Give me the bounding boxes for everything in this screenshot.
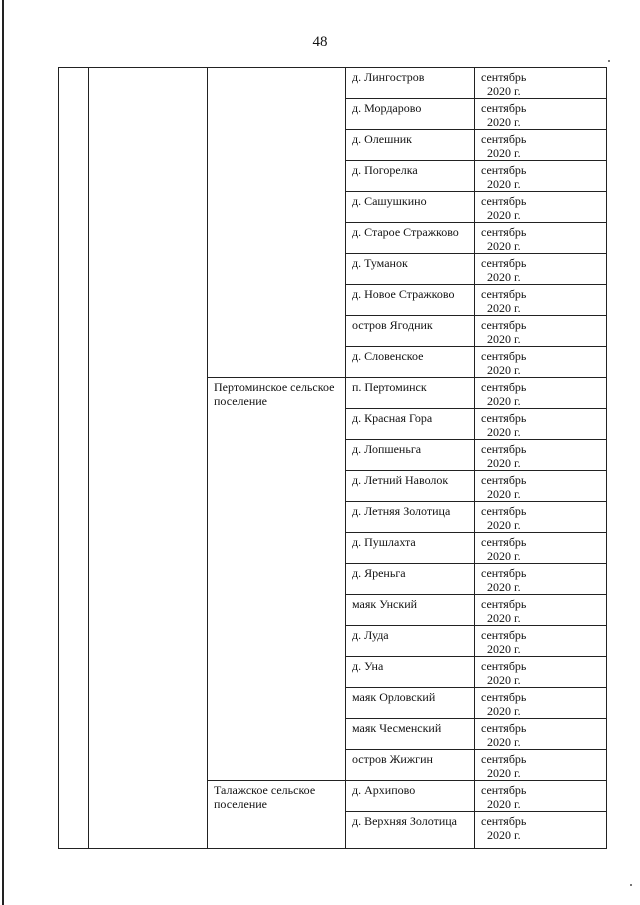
date-cell (475, 502, 607, 533)
settlement-name: д. Верхняя Золотица (346, 812, 475, 849)
date-year: 2020 г. (487, 704, 521, 718)
date-month: сентябрь (481, 256, 527, 270)
date-cell (475, 223, 607, 254)
municipality-column-cell (89, 68, 208, 849)
date-month: сентябрь (481, 628, 527, 642)
date-month: сентябрь (481, 225, 527, 239)
date-month: сентябрь (481, 659, 527, 673)
district-cell (208, 68, 346, 378)
date-month: сентябрь (481, 783, 527, 797)
date-year: 2020 г. (487, 394, 521, 408)
date-year: 2020 г. (487, 487, 521, 501)
date-year: 2020 г. (487, 146, 521, 160)
settlement-name: д. Летний Наволок (346, 471, 475, 502)
date-year: 2020 г. (487, 611, 521, 625)
settlements-table (58, 67, 607, 849)
date-cell (475, 440, 607, 471)
date-cell (475, 285, 607, 316)
date-cell (475, 719, 607, 750)
date-month: сентябрь (481, 814, 527, 828)
settlement-name: д. Яреньга (346, 564, 475, 595)
date-cell (475, 161, 607, 192)
date-month: сентябрь (481, 163, 527, 177)
date-cell (475, 595, 607, 626)
date-month: сентябрь (481, 70, 527, 84)
settlement-name: остров Ягодник (346, 316, 475, 347)
settlement-name: д. Новое Стражково (346, 285, 475, 316)
date-month: сентябрь (481, 287, 527, 301)
date-cell (475, 254, 607, 285)
date-year: 2020 г. (487, 580, 521, 594)
date-year: 2020 г. (487, 363, 521, 377)
date-month: сентябрь (481, 752, 527, 766)
date-cell (475, 626, 607, 657)
settlement-name: д. Старое Стражково (346, 223, 475, 254)
date-cell (475, 378, 607, 409)
date-month: сентябрь (481, 504, 527, 518)
date-cell (475, 657, 607, 688)
date-year: 2020 г. (487, 673, 521, 687)
settlement-name: д. Погорелка (346, 161, 475, 192)
settlement-name: д. Летняя Золотица (346, 502, 475, 533)
date-cell (475, 533, 607, 564)
date-month: сентябрь (481, 318, 527, 332)
date-year: 2020 г. (487, 115, 521, 129)
settlement-name: д. Уна (346, 657, 475, 688)
date-cell (475, 409, 607, 440)
page-left-edge (2, 0, 4, 905)
settlement-name: п. Пертоминск (346, 378, 475, 409)
settlement-name: д. Лингостров (346, 68, 475, 99)
settlement-name: д. Луда (346, 626, 475, 657)
date-year: 2020 г. (487, 84, 521, 98)
page-number: 48 (312, 34, 328, 50)
date-month: сентябрь (481, 566, 527, 580)
scan-dot (630, 884, 632, 886)
table-row (59, 68, 607, 99)
date-month: сентябрь (481, 473, 527, 487)
date-cell (475, 471, 607, 502)
date-year: 2020 г. (487, 208, 521, 222)
date-month: сентябрь (481, 349, 527, 363)
settlement-name: д. Красная Гора (346, 409, 475, 440)
date-cell (475, 192, 607, 223)
scan-dot (608, 60, 610, 62)
date-year: 2020 г. (487, 518, 521, 532)
date-year: 2020 г. (487, 301, 521, 315)
settlement-name: д. Туманок (346, 254, 475, 285)
date-month: сентябрь (481, 101, 527, 115)
settlement-name: д. Лопшеньга (346, 440, 475, 471)
district-cell: Талажское сельское поселение (208, 781, 346, 849)
settlement-name: д. Пушлахта (346, 533, 475, 564)
date-year: 2020 г. (487, 549, 521, 563)
date-year: 2020 г. (487, 177, 521, 191)
date-year: 2020 г. (487, 425, 521, 439)
date-month: сентябрь (481, 132, 527, 146)
settlement-name: маяк Чесменский (346, 719, 475, 750)
settlement-name: д. Сашушкино (346, 192, 475, 223)
date-year: 2020 г. (487, 735, 521, 749)
district-cell: Пертоминское сельское поселение (208, 378, 346, 781)
date-cell (475, 688, 607, 719)
date-year: 2020 г. (487, 456, 521, 470)
date-cell (475, 130, 607, 161)
settlement-name: маяк Орловский (346, 688, 475, 719)
date-cell (475, 812, 607, 849)
date-month: сентябрь (481, 380, 527, 394)
settlement-name: д. Олешник (346, 130, 475, 161)
date-cell (475, 564, 607, 595)
date-year: 2020 г. (487, 766, 521, 780)
date-year: 2020 г. (487, 332, 521, 346)
date-year: 2020 г. (487, 239, 521, 253)
date-cell (475, 316, 607, 347)
date-cell (475, 347, 607, 378)
date-month: сентябрь (481, 411, 527, 425)
date-cell (475, 68, 607, 99)
date-cell (475, 781, 607, 812)
settlement-name: маяк Унский (346, 595, 475, 626)
table-body (59, 68, 607, 849)
date-month: сентябрь (481, 442, 527, 456)
number-column-cell (59, 68, 89, 849)
date-month: сентябрь (481, 597, 527, 611)
date-month: сентябрь (481, 690, 527, 704)
settlement-name: д. Словенское (346, 347, 475, 378)
settlement-name: д. Мордарово (346, 99, 475, 130)
date-month: сентябрь (481, 194, 527, 208)
date-year: 2020 г. (487, 797, 521, 811)
date-month: сентябрь (481, 535, 527, 549)
date-year: 2020 г. (487, 642, 521, 656)
settlement-name: остров Жижгин (346, 750, 475, 781)
date-month: сентябрь (481, 721, 527, 735)
date-cell (475, 99, 607, 130)
settlement-name: д. Архипово (346, 781, 475, 812)
date-year: 2020 г. (487, 270, 521, 284)
date-year: 2020 г. (487, 828, 521, 842)
date-cell (475, 750, 607, 781)
